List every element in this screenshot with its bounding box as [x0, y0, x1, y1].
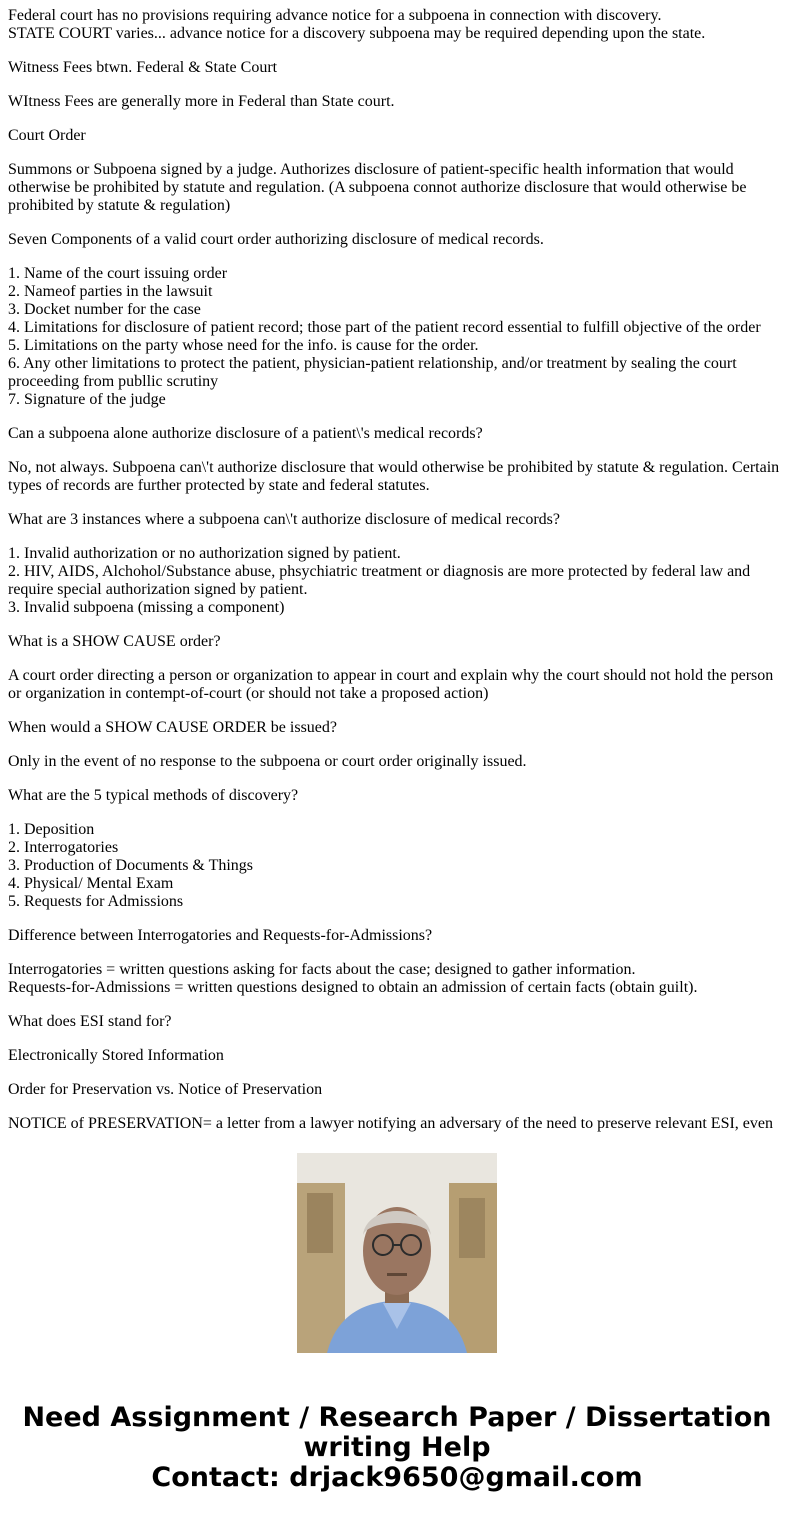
text-line: What are 3 instances where a subpoena can\'t authorize disclosure of medical records?	[8, 511, 560, 528]
text-line: 2. HIV, AIDS, Alchohol/Substance abuse, phsychiatric treatment or diagnosis are more protected by federal law and require special authorization signed by patient.	[8, 563, 751, 598]
text-line: Only in the event of no response to the subpoena or court order originally issued.	[8, 753, 527, 770]
text-line: A court order directing a person or organization to appear in court and explain why the court should not hold the person or organization in contempt-of-court (or should not take a proposed action)	[8, 667, 774, 702]
text-line: 3. Invalid subpoena (missing a component)	[8, 599, 285, 616]
text-line: 5. Limitations on the party whose need for the info. is cause for the order.	[8, 337, 479, 354]
paragraph	[8, 1047, 786, 1065]
paragraph	[8, 161, 786, 215]
paragraph	[8, 127, 786, 145]
author-portrait-icon	[297, 1153, 497, 1353]
paragraph	[8, 753, 786, 771]
promo-banner	[0, 1403, 794, 1493]
text-line: Court Order	[8, 127, 86, 144]
paragraph	[8, 1081, 786, 1099]
paragraph	[8, 927, 786, 945]
text-line: 7. Signature of the judge	[8, 391, 166, 408]
paragraph	[8, 59, 786, 77]
paragraph	[8, 93, 786, 111]
text-line: Seven Components of a valid court order authorizing disclosure of medical records.	[8, 231, 544, 248]
promo-line-2: writing Help	[303, 1432, 491, 1463]
text-line: 6. Any other limitations to protect the patient, physician-patient relationship, and/or treatment by sealing the court proceeding from publlic scrutiny	[8, 355, 737, 390]
paragraph	[8, 1013, 786, 1031]
text-line: Order for Preservation vs. Notice of Preservation	[8, 1081, 323, 1098]
text-line: 1. Invalid authorization or no authorization signed by patient.	[8, 545, 401, 562]
paragraph	[8, 633, 786, 651]
text-line: When would a SHOW CAUSE ORDER be issued?	[8, 719, 338, 736]
paragraph	[8, 265, 786, 409]
text-line: Requests-for-Admissions = written questions designed to obtain an admission of certain facts (obtain guilt).	[8, 979, 698, 996]
paragraph	[8, 961, 786, 997]
text-line: Interrogatories = written questions asking for facts about the case; designed to gather information.	[8, 961, 636, 978]
text-line: 3. Docket number for the case	[8, 301, 201, 318]
text-line: No, not always. Subpoena can\'t authorize disclosure that would otherwise be prohibited by statute & regulation. Certain types of records are further protected by state and federal statutes.	[8, 459, 780, 494]
text-line: 1. Name of the court issuing order	[8, 265, 228, 282]
text-line: NOTICE of PRESERVATION= a letter from a lawyer notifying an adversary of the need to preserve relevant ESI, even	[8, 1115, 773, 1132]
text-line: STATE COURT varies... advance notice for a discovery subpoena may be required depending upon the state.	[8, 25, 706, 42]
document-body	[8, 7, 786, 1132]
text-line: What does ESI stand for?	[8, 1013, 172, 1030]
paragraph	[8, 1115, 786, 1133]
text-line: 5. Requests for Admissions	[8, 893, 184, 910]
author-avatar	[297, 1153, 497, 1353]
text-line: WItness Fees are generally more in Federal than State court.	[8, 93, 395, 110]
paragraph	[8, 719, 786, 737]
text-line: Witness Fees btwn. Federal & State Court	[8, 59, 278, 76]
paragraph	[8, 667, 786, 703]
text-line: 1. Deposition	[8, 821, 95, 838]
text-line: 2. Interrogatories	[8, 839, 119, 856]
paragraph	[8, 7, 786, 43]
paragraph	[8, 821, 786, 911]
text-line: What is a SHOW CAUSE order?	[8, 633, 221, 650]
promo-contact: Contact: drjack9650@gmail.com	[151, 1462, 643, 1493]
text-line: Can a subpoena alone authorize disclosure of a patient\'s medical records?	[8, 425, 483, 442]
text-line: 2. Nameof parties in the lawsuit	[8, 283, 213, 300]
text-line: Summons or Subpoena signed by a judge. Authorizes disclosure of patient-specific health information that would otherwise be prohibited by statute and regulation. (A subpoena connot authorize disclosure that would otherwise be prohibited by statute & regulation)	[8, 161, 747, 214]
promo-line-1: Need Assignment / Research Paper / Dissertation	[22, 1402, 772, 1433]
paragraph	[8, 459, 786, 495]
paragraph	[8, 545, 786, 617]
text-line: 3. Production of Documents & Things	[8, 857, 254, 874]
text-line: What are the 5 typical methods of discovery?	[8, 787, 299, 804]
text-line: 4. Physical/ Mental Exam	[8, 875, 174, 892]
text-line: 4. Limitations for disclosure of patient record; those part of the patient record essential to fulfill objective of the order	[8, 319, 761, 336]
text-line: Federal court has no provisions requiring advance notice for a subpoena in connection with discovery.	[8, 7, 662, 24]
paragraph	[8, 231, 786, 249]
text-line: Electronically Stored Information	[8, 1047, 224, 1064]
text-line: Difference between Interrogatories and Requests-for-Admissions?	[8, 927, 433, 944]
paragraph	[8, 787, 786, 805]
paragraph	[8, 511, 786, 529]
paragraph	[8, 425, 786, 443]
